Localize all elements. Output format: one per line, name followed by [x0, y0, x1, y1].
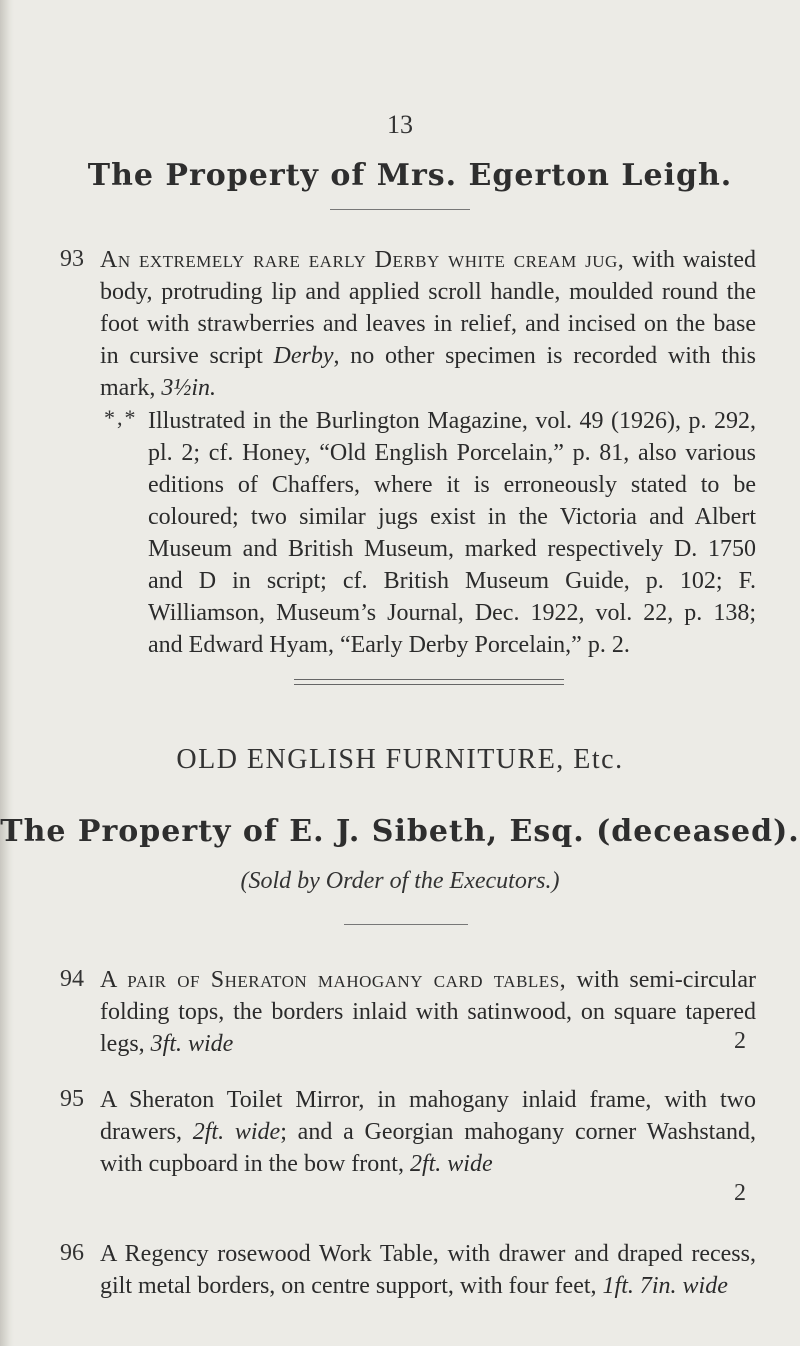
lot-size: 2ft. wide [192, 1119, 281, 1145]
double-divider [294, 679, 564, 685]
lot-text: with semi-circular folding tops, the borders inlaid with satinwood, on square tapered legs, [100, 967, 756, 1057]
lot-description [100, 964, 756, 1060]
lot-number: 95 [60, 1086, 84, 1112]
lot-size: 3½in. [161, 375, 216, 401]
lot-number: 94 [60, 966, 84, 992]
lot-description [100, 1084, 756, 1180]
lot-note: Illustrated in the Burlington Magazine, vol. 49 (1926), p. 292, pl. 2; cf. Honey, “Old English Porcelain,” p. 81, also various editions of Chaffers, where it is erroneously stated to be coloured; two similar jugs exist in the Victoria and Albert Museum and British Museum, marked respectively D. 1750 and D in script; cf. British Museum Guide, p. 102; F. Williamson, Museum’s Journal, Dec. 1922, vol. 22, p. 138; and Edward Hyam, “Early Derby Porcelain,” p. 2. [148, 408, 756, 658]
lot-quantity: 2 [734, 1180, 746, 1206]
lot-text-2: , no other specimen is recorded with this mark, [100, 343, 756, 401]
divider [344, 924, 468, 925]
lot-description [100, 244, 756, 404]
mark-text: Derby [273, 343, 334, 369]
note-mark: *,* [104, 405, 138, 430]
lot-quantity: 2 [734, 1028, 746, 1054]
lot-text: in mahogany inlaid frame, with two drawers, [100, 1087, 756, 1145]
section-heading-sibeth: The Property of E. J. Sibeth, Esq. (deceased). [0, 814, 800, 849]
lot-number: 93 [60, 246, 84, 272]
lot-title: A Regency rosewood Work Table, [100, 1241, 439, 1267]
lot-title: A Sheraton Toilet Mirror, [100, 1087, 365, 1113]
lot-title: An extremely rare early Derby white cream jug, [100, 247, 625, 273]
lot-text: with drawer and draped recess, gilt metal borders, on centre support, with four feet, [100, 1241, 756, 1299]
lot-title: A pair of Sheraton mahogany card tables, [100, 967, 567, 993]
lot-text-2: ; and a Georgian mahogany corner Washstand, with cupboard in the bow front, [100, 1119, 756, 1177]
lot-text: with waisted body, protruding lip and applied scroll handle, moulded round the foot with strawberries and leaves in relief, and incised on the base in cursive script [100, 247, 757, 369]
page-number: 13 [387, 110, 413, 139]
lot-size: 3ft. wide [150, 1031, 234, 1057]
lot-size-2: 2ft. wide [409, 1151, 493, 1177]
category-heading: OLD ENGLISH FURNITURE, Etc. [176, 744, 624, 775]
lot-size: 1ft. 7in. wide [602, 1273, 728, 1299]
divider [330, 209, 470, 210]
page-edge-shadow [0, 0, 14, 1346]
lot-number: 96 [60, 1240, 84, 1266]
lot-description [100, 1238, 756, 1302]
executors-note: (Sold by Order of the Executors.) [240, 868, 560, 894]
section-heading-egerton-leigh: The Property of Mrs. Egerton Leigh. [87, 158, 733, 193]
